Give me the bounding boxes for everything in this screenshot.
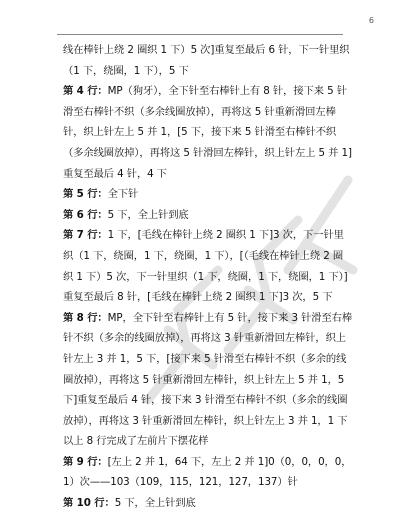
row-label: 第 7 行： xyxy=(63,229,108,242)
row-label: 第 6 行： xyxy=(63,208,108,221)
row-label: 第 9 行： xyxy=(63,455,108,468)
paragraph-continuation: 线在棒针上绕 2 圈织 1 下）5 次]重复至最后 6 针，下一针里织（1 下，绕圈，1 下），5 下 xyxy=(63,44,350,77)
row-label: 第 10 行： xyxy=(63,497,115,510)
page-number: 6 xyxy=(368,16,374,25)
top-rule xyxy=(57,34,343,35)
paragraph-row-5: 第 5 行：全下针 xyxy=(63,188,139,201)
paragraph-row-9: 第 9 行：[左上 2 并 1，64 下，左上 2 并 1]0（0，0，0，0，1）次——103（109，115，121，127，137）针 xyxy=(63,455,352,489)
row-label: 第 4 行： xyxy=(63,85,108,98)
paragraph-row-4: 第 4 行：MP（狗牙），全下针至右棒针上有 8 针，接下来 5 针滑至右棒针不织（多余线圈放掉），再将这 5 针重新滑回左棒针，织上针左上 5 并 1，[5 下，接下来 5 针滑至右棒针不织（多余线圈放掉），再将这 5 针滑回左棒针，织上针左上 5 并 1]重复至最后 4 针，4 下 xyxy=(63,85,352,180)
row-label: 第 8 行： xyxy=(63,311,108,324)
instructions xyxy=(63,40,353,514)
paragraph-row-6: 第 6 行：5 下，全上针到底 xyxy=(63,208,189,221)
row-label: 第 5 行： xyxy=(63,188,108,201)
paragraph-summary: 以上 8 行完成了左前片下摆花样 xyxy=(63,435,209,448)
paragraph-row-10: 第 10 行：5 下，全上针到底 xyxy=(63,497,196,510)
paragraph-row-8: 第 8 行：MP，全下针至右棒针上有 5 针，接下来 3 针滑至右棒针不织（多余的线圈放掉），再将这 3 针重新滑回左棒针，织上针左上 3 并 1，5 下，[接下来 5 针滑至右棒针不织（多余的线圈放掉），再将这 5 针重新滑回左棒针，织上针左上 5 并 1，5 下]重复至最后 4 针，接下来 3 针滑至右棒针不织（多余的线圈放掉），再将这 3 针重新滑回左棒针，织上针左上 3 并 1，1 下 xyxy=(63,311,353,427)
paragraph-row-7: 第 7 行：1 下，[毛线在棒针上绕 2 圈织 1 下]3 次，下一针里织（1 下，绕圈，1 下，绕圈，1 下），[（毛线在棒针上绕 2 圈织 1 下）5 次，下一针里织（1 下，绕圈，1 下，绕圈，1 下）]重复至最后 8 针，[毛线在棒针上绕 2 圈织 1 下]3 次，5 下 xyxy=(63,229,348,304)
